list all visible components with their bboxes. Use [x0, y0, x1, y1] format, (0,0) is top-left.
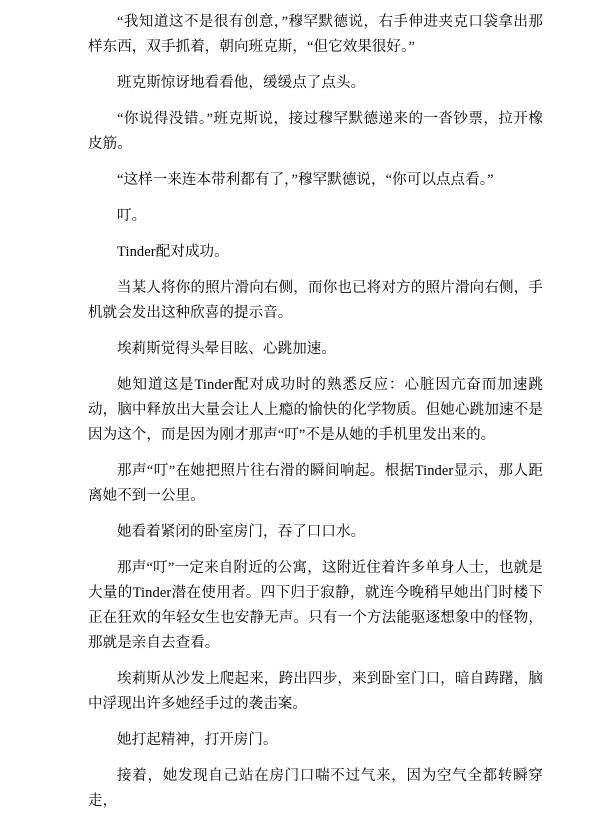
paragraph: “你说得没错。”班克斯说，接过穆罕默德递来的一沓钞票，拉开橡皮筋。	[88, 111, 543, 152]
paragraph: 埃莉斯从沙发上爬起来，跨出四步，来到卧室门口，暗自踌躇，脑中浮现出许多她经手过的袭击案。	[88, 671, 543, 712]
paragraph: 当某人将你的照片滑向右侧，而你也已将对方的照片滑向右侧，手机就会发出这种欣喜的提示音。	[88, 280, 543, 321]
paragraph: Tinder配对成功。	[117, 244, 229, 260]
paragraph: 她知道这是Tinder配对成功时的熟悉反应：心脏因亢奋而加速跳动，脑中释放出大量会让人上瘾的愉快的化学物质。但她心跳加速不是因为这个，而是因为刚才那声“叮”不是从她的手机里发出来的。	[88, 377, 543, 443]
paragraph: 她看着紧闭的卧室房门，吞了口口水。	[117, 524, 366, 540]
paragraph: “我知道这不是很有创意，”穆罕默德说，右手伸进夹克口袋拿出那样东西，双手抓着，朝向班克斯，“但它效果很好。”	[88, 14, 543, 55]
paragraph: 叮。	[117, 208, 147, 224]
paragraph: 班克斯惊讶地看看他，缓缓点了点头。	[117, 75, 366, 91]
paragraph: 她打起精神，打开房门。	[117, 732, 278, 748]
paragraph: 接着，她发现自己站在房门口喘不过气来，因为空气全都转瞬穿走，	[88, 768, 543, 809]
paragraph: 那声“叮”一定来自附近的公寓，这附近住着许多单身人士，也就是大量的Tinder潜在使用者。四下归于寂静，就连今晚稍早她出门时楼下正在狂欢的年轻女生也安静无声。只有一个方法能驱逐想象中的怪物，那就是亲自去查看。	[88, 560, 543, 651]
paragraph: 那声“叮”在她把照片往右滑的瞬间响起。根据Tinder显示，那人距离她不到一公里。	[88, 463, 543, 504]
paragraph: 埃莉斯觉得头晕目眩、心跳加速。	[117, 341, 336, 357]
paragraph: “这样一来连本带利都有了，”穆罕默德说，“你可以点点看。”	[117, 172, 494, 188]
